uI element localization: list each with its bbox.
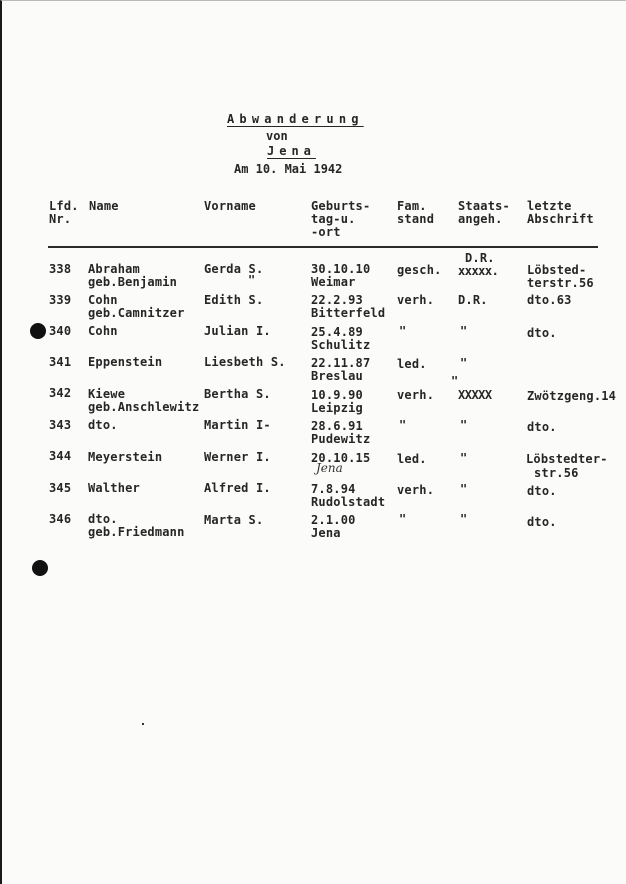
row-letzte: Löbstedter- [526, 452, 608, 466]
row-staat: " [460, 356, 468, 370]
punch-hole-top [30, 323, 46, 339]
row-geburt-date: 10.9.90 [311, 388, 363, 402]
row-fam: gesch. [397, 263, 442, 277]
row-geburt-date: 30.10.10 [311, 262, 371, 276]
row-vorname: Martin I- [204, 418, 271, 432]
col-geburt-2: tag-u. [311, 212, 356, 226]
row-vorname: Liesbeth S. [204, 355, 286, 369]
row-letzte: dto.63 [527, 293, 572, 307]
row-staat: " [460, 482, 468, 496]
row-geburt-date: 22.2.93 [311, 293, 363, 307]
row-geburt-place: Pudewitz [311, 432, 371, 446]
row-name: Eppenstein [88, 355, 163, 369]
row-geburt-place: Schulitz [311, 338, 371, 352]
row-letzte: dto. [527, 420, 557, 434]
row-geburt-place: Jena [311, 526, 341, 540]
row-geburt-date: 28.6.91 [311, 419, 363, 433]
row-fam: verh. [397, 293, 435, 307]
row-fam: " [399, 512, 407, 526]
row-fam: " [399, 324, 407, 338]
col-geburt-1: Geburts- [311, 199, 371, 213]
row-name-sub: geb.Benjamin [88, 275, 178, 289]
row-vorname: Marta S. [204, 513, 264, 527]
row-name: dto. [88, 418, 118, 432]
row-fam: verh. [397, 388, 435, 402]
doc-title: Abwanderung [227, 112, 364, 126]
row-name: Cohn [88, 293, 118, 307]
row-staat: " [460, 418, 468, 432]
row-vorname: Julian I. [204, 324, 271, 338]
row-nr: 339 [49, 293, 72, 307]
row-nr: 344 [49, 449, 72, 463]
row-vorname: Bertha S. [204, 387, 271, 401]
row-geburt-date: 7.8.94 [311, 482, 356, 496]
row-staat: " [460, 324, 468, 338]
row-staat: D.R. [458, 293, 488, 307]
doc-date: Am 10. Mai 1942 [234, 162, 343, 176]
col-lfd-2: Nr. [49, 212, 72, 226]
row-name: Cohn [88, 324, 118, 338]
row-geburt-handwritten: Jena [316, 461, 343, 475]
row-staat-top: D.R. [465, 251, 495, 265]
row-fam: " [399, 418, 407, 432]
row-staat-below: " [451, 374, 459, 388]
row-geburt-place: Leipzig [311, 401, 363, 415]
row-name: Walther [88, 481, 140, 495]
row-staat: " [460, 512, 468, 526]
row-name: Kiewe [88, 387, 126, 401]
doc-place: Jena [267, 144, 316, 158]
row-fam: led. [397, 357, 427, 371]
header-divider [48, 246, 598, 248]
row-letzte: dto. [527, 515, 557, 529]
row-geburt-place: Breslau [311, 369, 363, 383]
row-staat: xxxxx. [458, 264, 499, 278]
row-name-sub: geb.Anschlewitz [88, 400, 200, 414]
row-name-sub: geb.Friedmann [88, 525, 185, 539]
row-nr: 340 [49, 324, 72, 338]
col-fam-2: stand [397, 212, 435, 226]
row-letzte: dto. [527, 326, 557, 340]
row-fam: verh. [397, 483, 435, 497]
col-letzte-2: Abschrift [527, 212, 594, 226]
col-staat-2: angeh. [458, 212, 503, 226]
row-staat: " [460, 451, 468, 465]
row-nr: 338 [49, 262, 72, 276]
col-vorname: Vorname [204, 199, 256, 213]
punch-hole-bottom [32, 560, 48, 576]
col-geburt-3: -ort [311, 225, 341, 239]
row-nr: 343 [49, 418, 72, 432]
row-letzte: Zwötzgeng.14 [527, 389, 617, 403]
row-nr: 346 [49, 512, 72, 526]
row-letzte-2: terstr.56 [527, 276, 594, 290]
paper-speck [142, 723, 144, 725]
row-geburt-place: Bitterfeld [311, 306, 386, 320]
col-letzte-1: letzte [527, 199, 572, 213]
row-geburt-place: Rudolstadt [311, 495, 386, 509]
row-geburt-date: 20.10.15 [311, 451, 371, 465]
col-name: Name [89, 199, 119, 213]
row-fam: led. [397, 452, 427, 466]
row-name: dto. [88, 512, 118, 526]
row-vorname: Alfred I. [204, 481, 271, 495]
row-staat: XXXXX [458, 388, 492, 402]
row-geburt-place: Weimar [311, 275, 356, 289]
doc-von: von [266, 129, 288, 143]
row-name: Abraham [88, 262, 140, 276]
row-geburt-date: 22.11.87 [311, 356, 371, 370]
row-geburt-date: 2.1.00 [311, 513, 356, 527]
row-vorname: Edith S. [204, 293, 264, 307]
row-vorname: Gerda S. [204, 262, 264, 276]
row-name-sub: geb.Camnitzer [88, 306, 185, 320]
col-staat-1: Staats- [458, 199, 510, 213]
row-letzte: dto. [527, 484, 557, 498]
col-lfd-1: Lfd. [49, 199, 79, 213]
row-nr: 341 [49, 355, 72, 369]
row-geburt-date: 25.4.89 [311, 325, 363, 339]
row-vorname-extra: " [248, 273, 256, 287]
row-letzte-2: str.56 [534, 466, 579, 480]
row-vorname: Werner I. [204, 450, 271, 464]
row-nr: 342 [49, 386, 72, 400]
row-nr: 345 [49, 481, 72, 495]
row-letzte: Löbsted- [527, 263, 587, 277]
row-name: Meyerstein [88, 450, 163, 464]
col-fam-1: Fam. [397, 199, 427, 213]
